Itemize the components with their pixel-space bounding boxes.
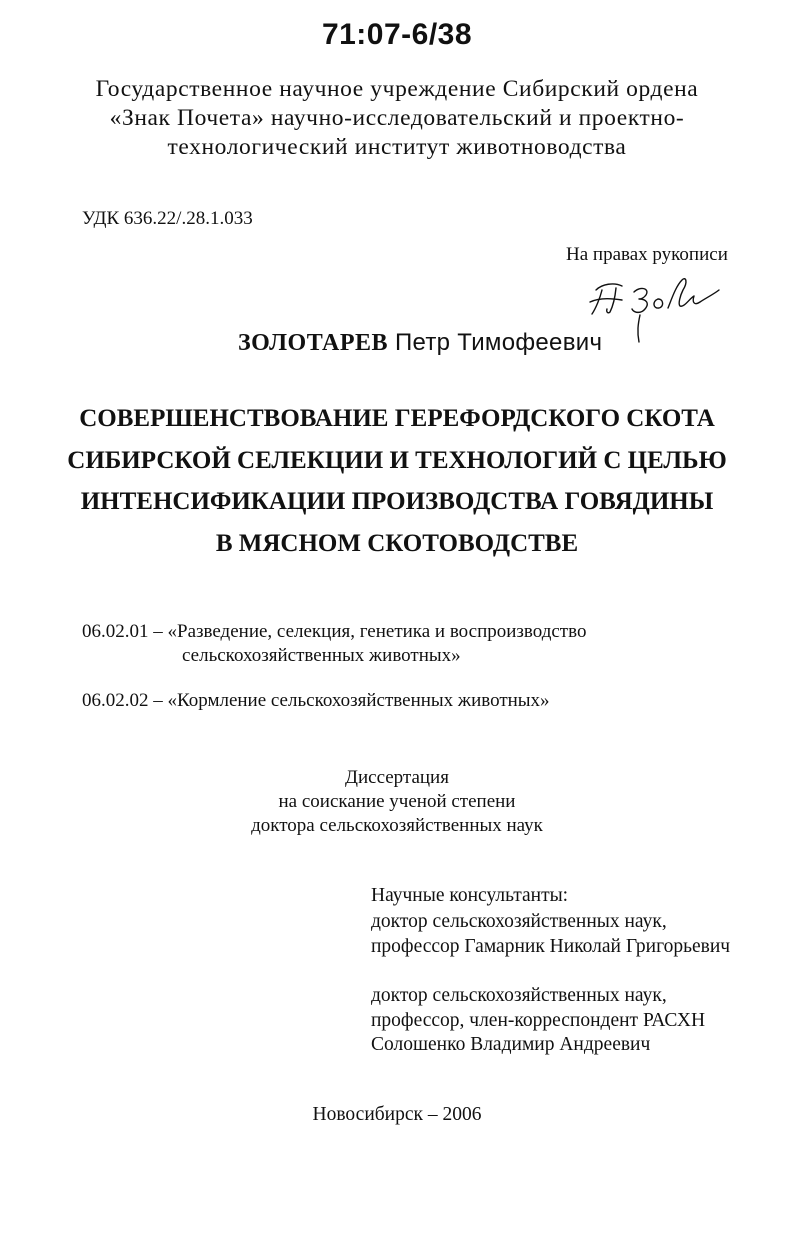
place-and-year: Новосибирск – 2006 — [312, 1104, 482, 1125]
consultant-line: профессор Гамарник Николай Григорьевич — [371, 935, 731, 957]
institution-line: «Знак Почета» научно-исследовательский и проектно- — [109, 105, 685, 131]
degree-statement — [0, 766, 794, 838]
consultant-line: профессор, член-корреспондент РАСХН — [371, 1009, 706, 1031]
title-line: В МЯСНОМ СКОТОВОДСТВЕ — [215, 529, 579, 557]
dissertation-title — [60, 398, 734, 564]
institution-line: Государственное научное учреждение Сибирский ордена — [95, 76, 699, 102]
author-surname: ЗОЛОТАРЕВ — [238, 330, 389, 356]
consultant-line: Солошенко Владимир Андреевич — [371, 1034, 651, 1055]
udk-code: УДК 636.22/.28.1.033 — [82, 208, 253, 229]
manuscript-rights-note: На правах рукописи — [566, 244, 728, 265]
title-line: ИНТЕНСИФИКАЦИИ ПРОИЗВОДСТВА ГОВЯДИНЫ — [80, 488, 714, 515]
institution-line: технологический институт животноводства — [167, 134, 627, 160]
author-given-names: Петр Тимофеевич — [394, 329, 603, 356]
author-name — [238, 329, 602, 357]
specialty-code-1 — [82, 620, 586, 668]
degree-line: Диссертация — [345, 767, 449, 788]
consultant-2 — [371, 984, 705, 1058]
consultant-1 — [371, 910, 730, 959]
title-line: СИБИРСКОЙ СЕЛЕКЦИИ И ТЕХНОЛОГИЙ С ЦЕЛЬЮ — [67, 446, 727, 474]
specialty-code-2: 06.02.02 – «Кормление сельскохозяйственных животных» — [82, 690, 550, 711]
archive-stamp-number: 71:07-6/38 — [321, 18, 473, 51]
title-line: СОВЕРШЕНСТВОВАНИЕ ГЕРЕФОРДСКОГО СКОТА — [79, 405, 715, 432]
consultant-line: доктор сельскохозяйственных наук, — [371, 985, 667, 1006]
specialty-line: сельскохозяйственных животных» — [182, 645, 461, 666]
consultants-label: Научные консультанты: — [371, 885, 569, 906]
degree-line: доктора сельскохозяйственных наук — [251, 815, 543, 836]
degree-line: на соискание ученой степени — [278, 791, 516, 812]
consultant-line: доктор сельскохозяйственных наук, — [371, 911, 667, 932]
handwritten-signature — [588, 268, 723, 348]
specialty-line: 06.02.01 – «Разведение, селекция, генетика и воспроизводство — [82, 621, 587, 642]
institution-name — [60, 75, 734, 162]
